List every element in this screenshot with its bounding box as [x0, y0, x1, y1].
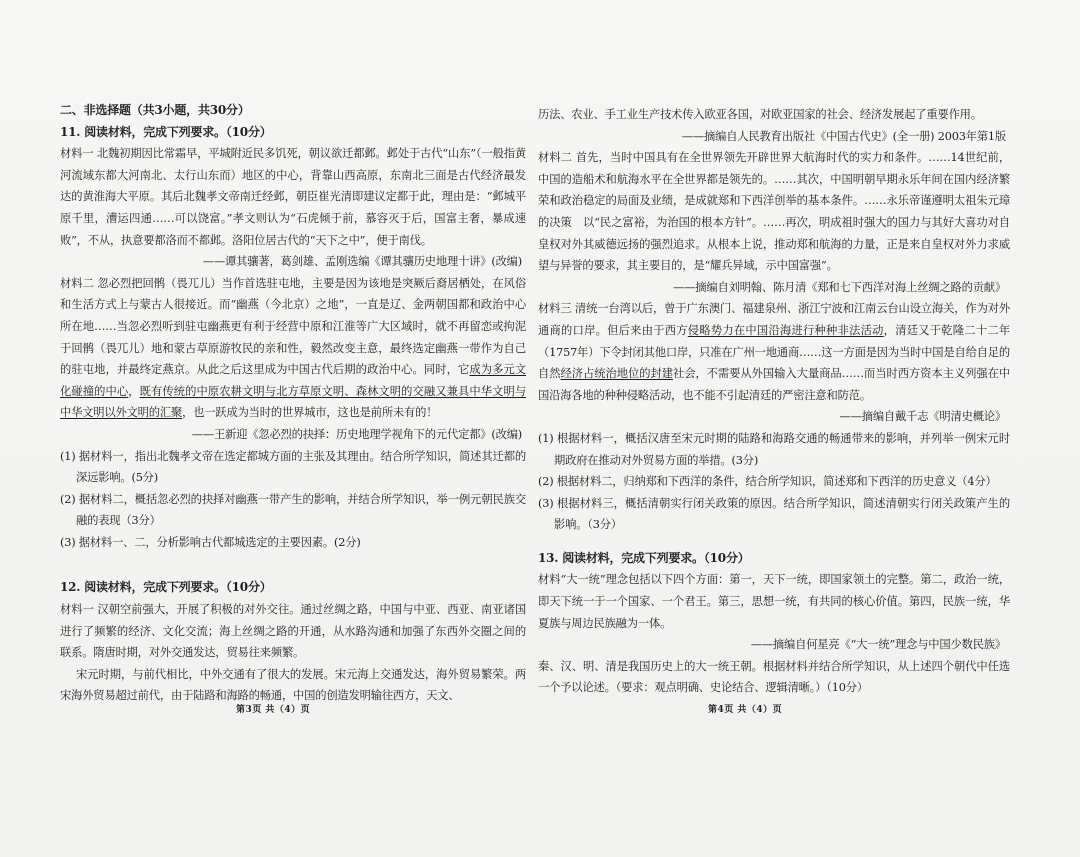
q11-material-1-source: ——谭其骧著，葛剑雄、孟刚选编《谭其骧历史地理十讲》(改编): [202, 255, 522, 269]
q12-requirement-1: (1) 根据材料一，概括汉唐至宋元时期的陆路和海路交通的畅通带来的影响，并列举一例宋元时期政府在推动对外贸易方面的举措。(3分): [538, 431, 1010, 467]
q12-requirement-2: (2) 根据材料二，归纳郑和下西洋的条件，结合所学知识，简述郑和下西洋的历史意义（4分）: [538, 475, 997, 489]
q11-requirement-2: (2) 据材料二，概括忽必烈的抉择对幽燕一带产生的影响，并结合所学知识，举一例元朝民族交融的表现（3分）: [60, 492, 526, 528]
q12-continued: 历法、农业、手工业生产技术传入欧亚各国，对欧亚国家的社会、经济发展起了重要作用。: [538, 108, 982, 121]
q12-material-3: [538, 298, 1010, 406]
q12-material-3-text: 材料三 清统一台湾以后，曾于广东澳门、福建泉州、浙江宁波和江南云台山设立海关，作为对外通商的口岸。但后来由于西方: [538, 302, 1010, 337]
q11-material-2: [60, 273, 526, 424]
underlined-phrase: 侵略势力在中国沿海进行种种非法活动: [687, 323, 884, 337]
section-title: 二、非选择题（共3小题，共30分）: [60, 103, 250, 117]
q12-material-2-source: ——摘编自刘明翰、陈月清《郑和七下西洋对海上丝绸之路的贡献》: [673, 280, 1006, 294]
q12-material-1-source: ——摘编自人民教育出版社《中国古代史》(全一册) 2003年第1版: [681, 129, 1006, 143]
spacer: [538, 536, 1010, 548]
q11-material-2-text: 材料二 忽必烈把回鹘（畏兀儿）当作首选驻屯地，主要是因为该地是突厥后裔居栖处，在风俗和生活方式上与蒙古人很接近。而“幽燕（今北京）之地”，一直是辽、金两朝国都和政治中心所在地……当忽必烈听到驻屯幽燕更有利于经营中原和江淮等广大区域时，就不再留恋或拘泥于回鹘（畏兀儿）地和蒙古草原游牧民的亲和性，毅然改变主意，最终选定幽燕一带作为自己的驻屯地，并最终定燕京。从此之后这里成为中国古代后期的政治中心。同时，它: [60, 276, 526, 377]
underlined-phrase: 既有传统的中原农耕文明与北方草原文明、森林文明的交融又兼具中华文明与中华文明以外文明的汇聚: [60, 384, 526, 420]
q12-material-3-text-2: ，清廷又于乾隆二十二年（1757年）下令封闭其他口岸，只准在广州一地通商……这一方面是因为当时中国是自给自足的自然: [538, 323, 1010, 381]
page-number-left: 第3页 共（4）页: [236, 705, 311, 715]
q11-material-2-source: ——王新迎《忽必烈的抉择：历史地理学视角下的元代定都》(改编): [191, 427, 522, 441]
q11-material-2-end: ，也一跃成为当时的世界城市，这也是前所未有的！: [182, 406, 438, 420]
q11-material-1: 材料一 北魏初期因比常霜早，平城附近民多饥死，朝议欲迁都邺。邺处于古代“山东”（一般指黄河流域东都大河南北、太行山东而）地区的中心，背靠山西高原，东南北三面是古代经济最发达的黄淮海大平原。其后北魏孝文帝南迁经邺，朝臣崔光清即建议定都于此，理由是：“邺城平原千里，漕运四通……可以饶富。”孝文则认为“石虎倾于前，慕容灭于后，国富主奢，暴成速败”，不从，执意要都洛而不都邺。洛阳位居古代的“天下之中”，便于南伐。: [60, 147, 526, 247]
q13-task: 秦、汉、明、清是我国历史上的大一统王朝。根据材料并结合所学知识，从上述四个朝代中任选一个予以论述。（要求：观点明确、史论结合、逻辑清晰。）（10分）: [538, 659, 1010, 695]
q12-material-1: 材料一 汉朝空前强大，开展了积极的对外交往。通过丝绸之路，中国与中亚、西亚、南亚诸国进行了频繁的经济、文化交流；海上丝绸之路的开通，从水路沟通和加强了东西外交圈之间的联系。隋唐时期，对外交通发达，贸易往来频繁。: [60, 603, 526, 660]
q11-heading: 11. 阅读材料，完成下列要求。（10分）: [60, 124, 272, 139]
page-number-right: 第4页 共（4）页: [708, 705, 783, 715]
q13-heading: 13. 阅读材料，完成下列要求。（10分）: [538, 550, 750, 565]
q12-material-2: 材料二 首先，当时中国具有在全世界领先开辟世界大航海时代的实力和条件。……14世纪前，中国的造船术和航海水平在全世界都是领先的。……其次，中国明朝早期永乐年间在国内经济繁荣和政治稳定的局面及业绩，是成就郑和下西洋创举的基本条件。……永乐帝谨遵明太祖朱元璋的决策 以“民之富裕，为治国的根本方针”。……再次，明成祖时强大的国力与其好大喜功对自皇权对外其威德远扬的强烈追求。从根本上说，推动郑和航海的力量，正是来自皇权对外力求威望与异誉的要求，其主要目的，是“耀兵异域，示中国富强”。: [538, 151, 1010, 273]
q13-material-source: ——摘编自何星亮《“大一统”理念与中国少数民族》: [750, 638, 1006, 652]
q13-material: 材料“大一统”理念包括以下四个方面：第一，天下一统，即国家领土的完整。第二，政治一统，即天下统一于一个国家、一个君王。第三，思想一统，有共同的核心价值。第四，民族一统，华夏族与周边民族融为一体。: [538, 573, 1010, 630]
q12-material-3-source: ——摘编自戴千志《明清史概论》: [839, 410, 1006, 424]
underlined-phrase: 经济占统治地位的封建: [560, 367, 673, 381]
q12-material-1-continued: 宋元时期，与前代相比，中外交通有了很大的发展。宋元海上交通发达，海外贸易繁荣。两宋海外贸易超过前代，由于陆路和海路的畅通，中国的创造发明输往西方，天文、: [60, 667, 526, 703]
q11-requirement-3: (3) 据材料一、二，分析影响古代都城选定的主要因素。(2分): [60, 535, 361, 549]
q12-material-3-text-3: 社会，不需要从外国输入大量商品……而当时西方资本主义列强在中国沿海各地的种种侵略活动，也不能不引起清廷的严密注意和防范。: [538, 367, 1010, 402]
underlined-phrase: 成为多元文化碰撞的中心: [60, 363, 526, 398]
left-column: [60, 100, 526, 707]
spacer: [60, 553, 526, 577]
q11-material-2-comma: ，: [128, 384, 140, 398]
q11-requirement-1: (1) 据材料一，指出北魏孝文帝在选定都城方面的主张及其理由。结合所学知识，简述其迁都的深远影响。(5分): [60, 449, 526, 485]
q12-heading: 12. 阅读材料，完成下列要求。（10分）: [60, 580, 272, 595]
q12-requirement-3: (3) 根据材料三，概括清朝实行闭关政策的原因。结合所学知识，简述清朝实行闭关政策产生的影响。（3分）: [538, 496, 1010, 532]
right-column: [538, 104, 1010, 699]
